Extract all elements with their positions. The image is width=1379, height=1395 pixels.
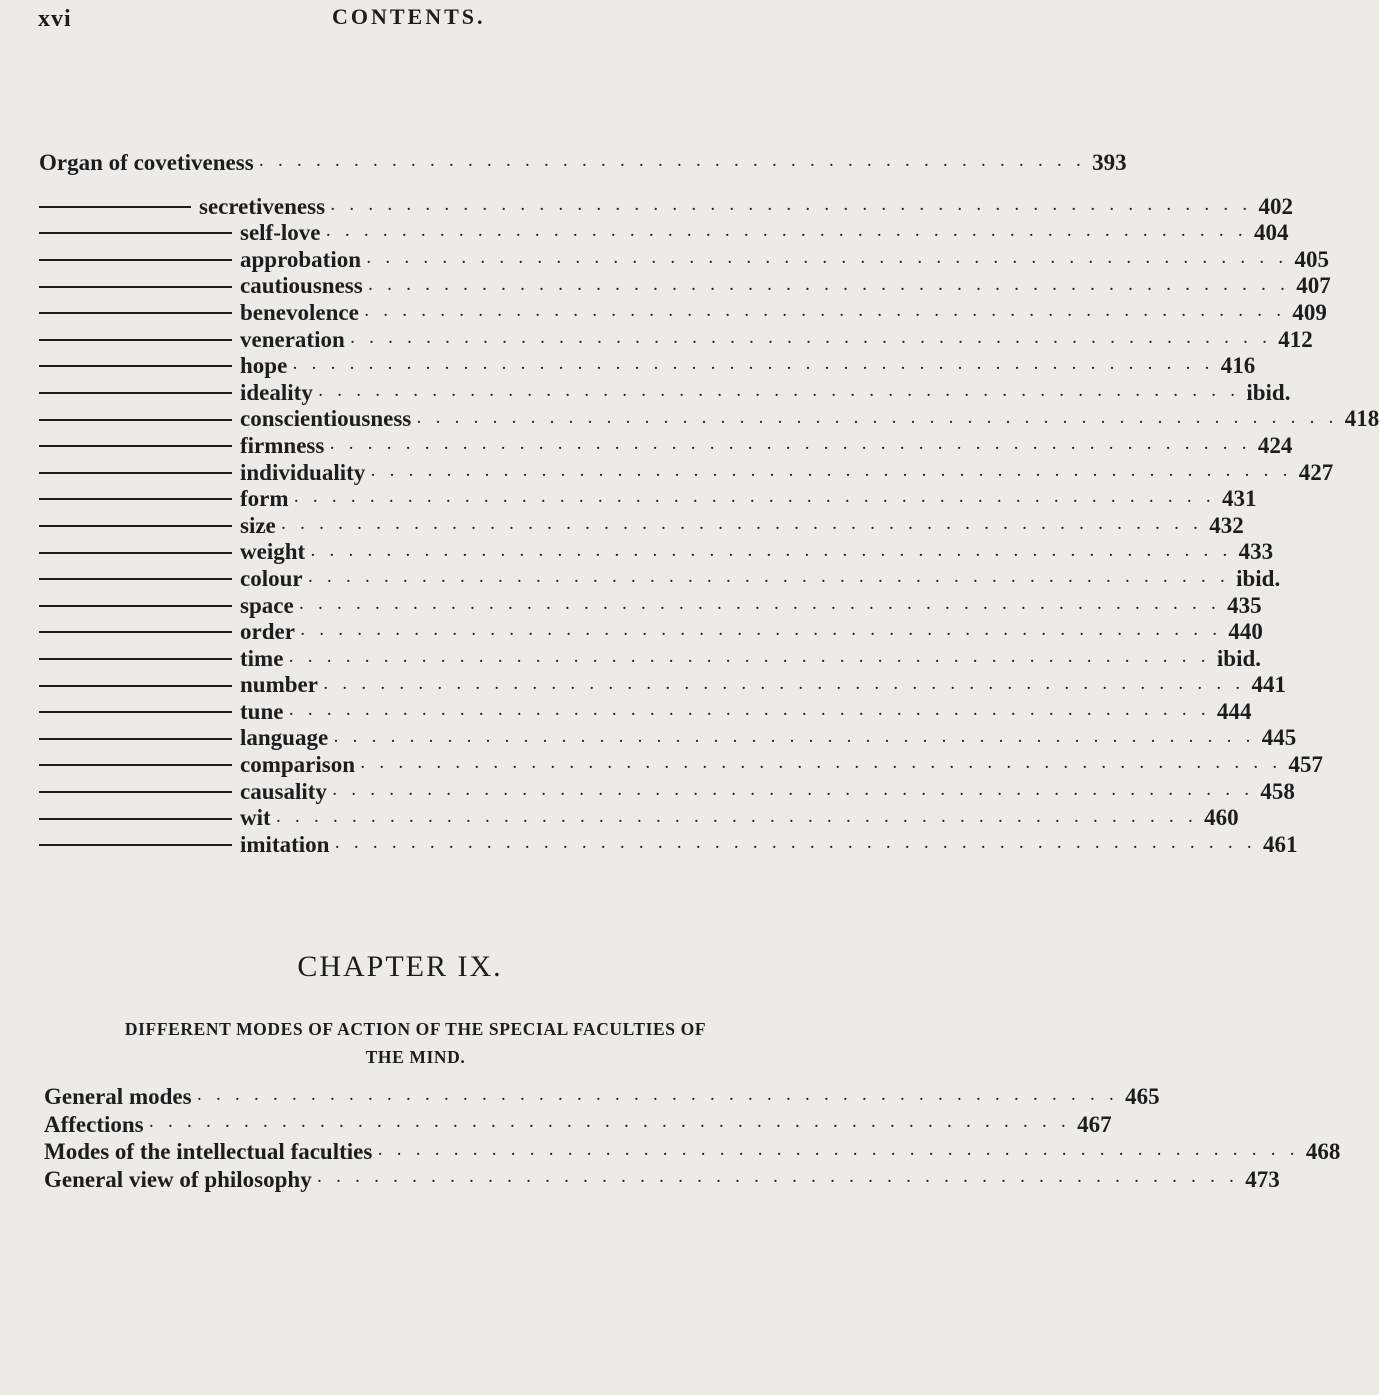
- dot-leader: . . . . . . . . . . . . . . . . . . . . . . . . . . . . . . . . . . . . . . . . . . . . . . . . .: [364, 305, 1287, 321]
- dot-leader: . . . . . . . . . . . . . . . . . . . . . . . . . . . . . . . . . . . . . . . . . . . . . . . . .: [332, 783, 1255, 799]
- dot-leader: . . . . . . . . . . . . . . . . . . . . . . . . . . . . . . . . . . . . . . . . . . . . . . . . .: [371, 464, 1293, 480]
- entry-term: space: [240, 592, 294, 618]
- toc-entry: [39, 193, 1294, 221]
- entry-page: 418: [1344, 406, 1379, 432]
- entry-term: language: [240, 725, 329, 751]
- dot-leader: . . . . . . . . . . . . . . . . . . . . . . . . . . . . . . . . . . . . . . . . . . . . . . . . .: [276, 810, 1199, 826]
- ditto-rule: [39, 498, 232, 500]
- dot-leader: . . . . . . . . . . . . . . . . . . . . . . . . . . . . . . . . . . . . . . . . . . . . . . . . .: [299, 597, 1222, 613]
- toc-entry: [39, 459, 1334, 487]
- entry-term: benevolence: [240, 299, 359, 325]
- toc-entry: [39, 273, 1331, 300]
- chapter-heading: CHAPTER IX.: [297, 950, 503, 983]
- toc-entry: [39, 432, 1293, 460]
- dot-leader: . . . . . . . . . . . . . . . . . . . . . . . . . . . . . . . . . . . . . . . . . . . .: [259, 155, 1087, 171]
- entry-term: secretiveness: [199, 193, 326, 219]
- entry-page: 427: [1298, 459, 1334, 485]
- toc-entry: [39, 698, 1252, 726]
- running-title: CONTENTS.: [332, 4, 486, 29]
- entry-page: 416: [1220, 353, 1256, 379]
- entry-term: order: [240, 619, 295, 645]
- entry-page: 458: [1260, 778, 1295, 804]
- dot-leader: . . . . . . . . . . . . . . . . . . . . . . . . . . . . . . . . . . . . . . . . . . . . . . . . .: [311, 544, 1233, 560]
- entry-term: weight: [240, 539, 306, 565]
- entry-term: cautiousness: [240, 273, 363, 299]
- entry-term: firmness: [240, 432, 325, 458]
- entry-term: self-love: [240, 220, 321, 246]
- entry-page: 407: [1296, 273, 1331, 299]
- ditto-rule: [39, 552, 232, 554]
- chapter-contents-list: [44, 1083, 1341, 1193]
- toc-entry: [39, 565, 1281, 593]
- entry-term: approbation: [240, 246, 362, 272]
- chapter-subtitle: [48, 1015, 783, 1071]
- ditto-rule: [39, 206, 91, 208]
- entry-page: 432: [1209, 512, 1244, 538]
- entry-page: 412: [1278, 326, 1313, 352]
- entry-term: individuality: [240, 459, 366, 485]
- entry-term: ideality: [240, 379, 313, 405]
- ditto-rule: [39, 764, 232, 766]
- ditto-rule: [39, 525, 232, 527]
- toc-entry: [39, 512, 1244, 540]
- ditto-rule: [39, 818, 232, 820]
- dot-leader: . . . . . . . . . . . . . . . . . . . . . . . . . . . . . . . . . . . . . . . . . . . . . . . . .: [308, 571, 1231, 587]
- entry-term: hope: [240, 353, 288, 379]
- entry-lead: Organ of: [39, 150, 128, 175]
- toc-entry: [39, 150, 1127, 177]
- toc-entry: [39, 299, 1327, 327]
- entry-page: 457: [1288, 752, 1323, 778]
- ditto-rule: [39, 339, 232, 341]
- dot-leader: . . . . . . . . . . . . . . . . . . . . . . . . . . . . . . . . . . . . . . . . . . . . . . . . .: [331, 198, 1253, 214]
- entry-page: 433: [1238, 539, 1274, 565]
- entry-page: 467: [1077, 1111, 1112, 1137]
- toc-entry: [44, 1166, 1280, 1194]
- toc-entry: [39, 645, 1262, 673]
- dot-leader: . . . . . . . . . . . . . . . . . . . . . . . . . . . . . . . . . . . . . . . . . . . . . . . . .: [300, 624, 1223, 640]
- dot-leader: . . . . . . . . . . . . . . . . . . . . . . . . . . . . . . . . . . . . . . . . . . . . . . . . .: [318, 385, 1241, 401]
- ditto-rule: [39, 312, 232, 314]
- toc-entry: [39, 539, 1274, 566]
- entry-page: ibid.: [1236, 565, 1281, 591]
- entry-page: 431: [1222, 486, 1257, 512]
- entry-page: 473: [1245, 1166, 1280, 1192]
- entry-term: size: [240, 512, 276, 538]
- dot-leader: . . . . . . . . . . . . . . . . . . . . . . . . . . . . . . . . . . . . . . . . . . . . . . . . .: [334, 730, 1256, 746]
- dot-leader: . . . . . . . . . . . . . . . . . . . . . . . . . . . . . . . . . . . . . . . . . . . . . . . . .: [326, 225, 1248, 241]
- toc-entry: [39, 752, 1323, 779]
- ditto-rule: [39, 392, 232, 394]
- entry-page: 405: [1294, 246, 1330, 272]
- dot-leader: . . . . . . . . . . . . . . . . . . . . . . . . . . . . . . . . . . . . . . . . . . . . . . . . .: [417, 411, 1339, 427]
- entry-page: ibid.: [1216, 645, 1262, 671]
- entry-page: 393: [1092, 150, 1127, 175]
- chapter-subtitle-line: THE MIND.: [365, 1047, 466, 1067]
- dot-leader: . . . . . . . . . . . . . . . . . . . . . . . . . . . . . . . . . . . . . . . . . . . . . . . . .: [335, 837, 1257, 853]
- dot-leader: . . . . . . . . . . . . . . . . . . . . . . . . . . . . . . . . . . . . . . . . . . . . . . . . .: [350, 331, 1273, 347]
- ditto-rule: [39, 791, 232, 793]
- toc-entry: [39, 619, 1263, 646]
- entry-page: 461: [1262, 831, 1298, 857]
- dot-leader: . . . . . . . . . . . . . . . . . . . . . . . . . . . . . . . . . . . . . . . . . . . . . . . . .: [197, 1088, 1120, 1104]
- ditto-rule: [39, 578, 232, 580]
- entry-page: 441: [1251, 672, 1286, 698]
- toc-entry: [39, 353, 1256, 380]
- entry-page: 440: [1228, 619, 1263, 645]
- ditto-rule: [39, 365, 232, 367]
- entry-page: 409: [1292, 299, 1327, 325]
- entry-page: 402: [1258, 193, 1294, 219]
- entry-term: time: [240, 645, 284, 671]
- organ-contents-list: [39, 150, 1379, 858]
- entry-term: wit: [240, 805, 271, 831]
- chapter-subtitle-line: DIFFERENT MODES OF ACTION OF THE SPECIAL FACULTIES OF: [124, 1019, 707, 1039]
- ditto-rule: [39, 419, 232, 421]
- toc-entry: [39, 220, 1289, 247]
- ditto-rule: [39, 658, 232, 660]
- dot-leader: . . . . . . . . . . . . . . . . . . . . . . . . . . . . . . . . . . . . . . . . . . . . . . . . .: [317, 1171, 1240, 1187]
- toc-entry: [39, 486, 1257, 513]
- toc-entry: [39, 379, 1291, 407]
- entry-term: Modes of the intellectual faculties: [44, 1139, 373, 1164]
- entry-page: 460: [1204, 805, 1239, 831]
- dot-leader: . . . . . . . . . . . . . . . . . . . . . . . . . . . . . . . . . . . . . . . . . . . . . . . . .: [149, 1116, 1072, 1132]
- ditto-rule: [39, 711, 232, 713]
- ditto-rule: [39, 631, 232, 633]
- entry-term: causality: [240, 778, 327, 804]
- entry-page: 465: [1125, 1084, 1160, 1109]
- ditto-rule: [39, 844, 232, 846]
- ditto-rule: [39, 286, 232, 288]
- dot-leader: . . . . . . . . . . . . . . . . . . . . . . . . . . . . . . . . . . . . . . . . . . . . . . . . .: [378, 1143, 1300, 1159]
- entry-page: 424: [1257, 432, 1293, 458]
- dot-leader: . . . . . . . . . . . . . . . . . . . . . . . . . . . . . . . . . . . . . . . . . . . . . . . . .: [294, 491, 1217, 507]
- dot-leader: . . . . . . . . . . . . . . . . . . . . . . . . . . . . . . . . . . . . . . . . . . . . . . . . .: [281, 518, 1204, 534]
- entry-term: veneration: [240, 326, 345, 352]
- toc-entry: [39, 778, 1295, 806]
- toc-entry: [39, 326, 1313, 354]
- toc-entry: [44, 1111, 1112, 1139]
- entry-page: 445: [1261, 725, 1297, 751]
- entry-page: 435: [1227, 592, 1262, 618]
- toc-entry: [39, 672, 1286, 699]
- entry-term: tune: [240, 698, 284, 724]
- toc-entry: [44, 1138, 1341, 1166]
- ditto-rule: [39, 259, 232, 261]
- page-number: xvi: [38, 6, 72, 32]
- entry-term: colour: [240, 565, 303, 591]
- ditto-rule: [39, 232, 232, 234]
- entry-term: conscientiousness: [240, 406, 412, 432]
- dot-leader: . . . . . . . . . . . . . . . . . . . . . . . . . . . . . . . . . . . . . . . . . . . . . . . . .: [368, 278, 1291, 294]
- entry-term: form: [240, 486, 289, 512]
- entry-term: imitation: [240, 831, 330, 857]
- dot-leader: . . . . . . . . . . . . . . . . . . . . . . . . . . . . . . . . . . . . . . . . . . . . . . . . .: [289, 704, 1211, 720]
- dot-leader: . . . . . . . . . . . . . . . . . . . . . . . . . . . . . . . . . . . . . . . . . . . . . . . . .: [323, 677, 1246, 693]
- entry-term: covetiveness: [133, 150, 254, 175]
- entry-term: number: [240, 672, 318, 698]
- entry-page: ibid.: [1246, 379, 1291, 405]
- toc-entry: [39, 246, 1330, 274]
- toc-entry: [39, 592, 1262, 620]
- ditto-rule: [39, 605, 232, 607]
- entry-term: Affections: [44, 1111, 144, 1137]
- ditto-rule: [91, 206, 191, 208]
- entry-term: comparison: [240, 752, 355, 778]
- entry-page: 468: [1305, 1139, 1341, 1164]
- toc-entry: [44, 1083, 1160, 1111]
- dot-leader: . . . . . . . . . . . . . . . . . . . . . . . . . . . . . . . . . . . . . . . . . . . . . . . . .: [361, 757, 1283, 773]
- entry-term: General view of philosophy: [44, 1166, 312, 1192]
- dot-leader: . . . . . . . . . . . . . . . . . . . . . . . . . . . . . . . . . . . . . . . . . . . . . . . . .: [367, 252, 1289, 268]
- entry-term: General modes: [44, 1084, 192, 1109]
- toc-entry: [39, 725, 1297, 752]
- toc-entry: [39, 406, 1379, 433]
- entry-page: 444: [1216, 698, 1252, 724]
- toc-entry: [39, 805, 1239, 832]
- ditto-rule: [39, 445, 232, 447]
- ditto-rule: [39, 472, 232, 474]
- toc-entry: [39, 831, 1298, 859]
- dot-leader: . . . . . . . . . . . . . . . . . . . . . . . . . . . . . . . . . . . . . . . . . . . . . . . . .: [330, 438, 1252, 454]
- ditto-rule: [39, 738, 232, 740]
- entry-page: 404: [1253, 220, 1289, 246]
- dot-leader: . . . . . . . . . . . . . . . . . . . . . . . . . . . . . . . . . . . . . . . . . . . . . . . . .: [293, 358, 1215, 374]
- ditto-rule: [39, 685, 232, 687]
- dot-leader: . . . . . . . . . . . . . . . . . . . . . . . . . . . . . . . . . . . . . . . . . . . . . . . . .: [289, 650, 1211, 666]
